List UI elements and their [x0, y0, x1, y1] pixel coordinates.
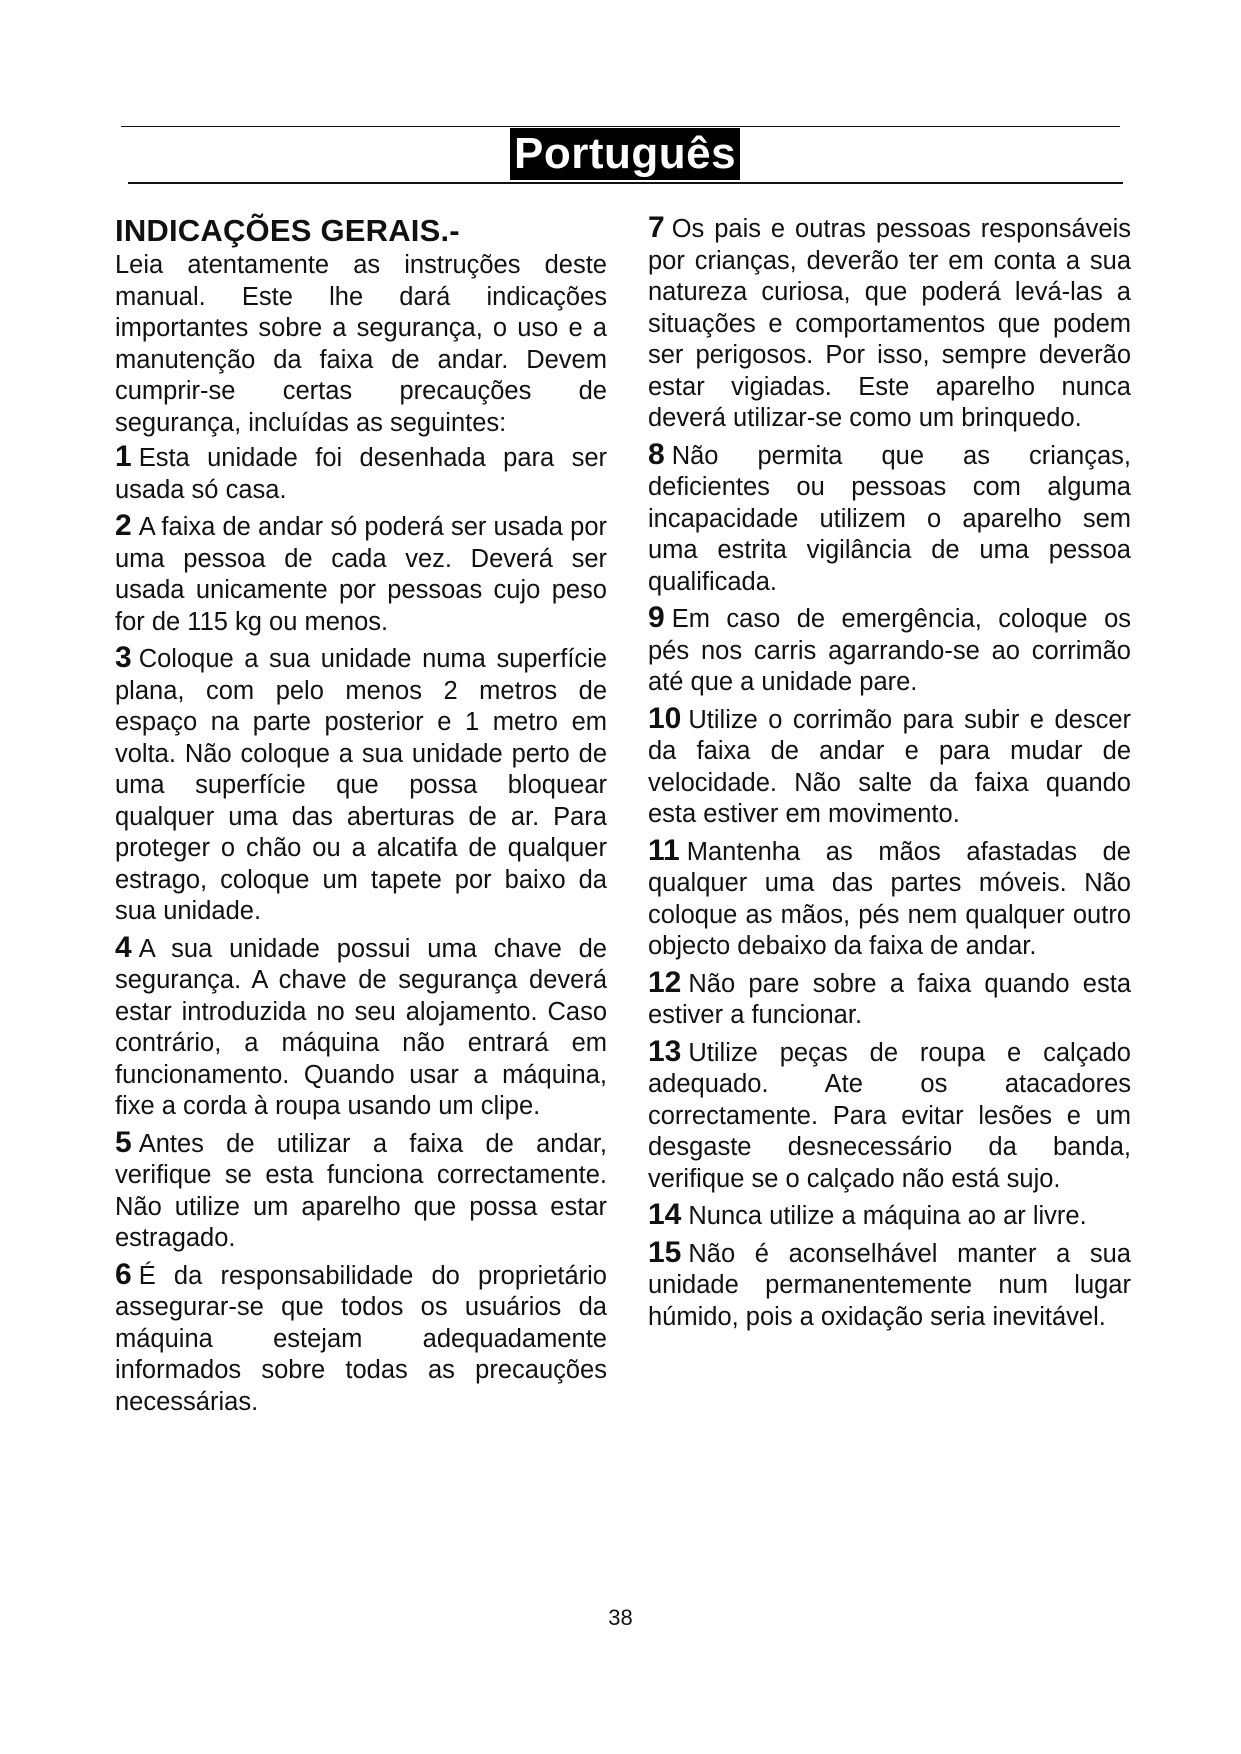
list-item [115, 642, 607, 928]
item-number: 4 [115, 930, 132, 964]
list-item [115, 1259, 607, 1419]
item-text: Os pais e outras pessoas responsáveis por crianças, deverão ter em conta a sua natureza curiosa, que poderá levá-las a situações e comportamentos que podem ser perigosos. Por isso, sempre deverão estar vigiadas. Este aparelho nunca deverá utilizar-se como um brinquedo. [648, 215, 1131, 432]
item-text: A faixa de andar só poderá ser usada por uma pessoa de cada vez. Deverá ser usada unicamente por pessoas cujo peso for de 115 kg ou menos. [115, 513, 607, 636]
item-text: A sua unidade possui uma chave de segurança. A chave de segurança deverá estar introduzida no seu alojamento. Caso contrário, a máquina não entrará em funcionamento. Quando usar a máquina, fixe a corda à roupa usando um clipe. [115, 934, 607, 1120]
list-item [648, 703, 1131, 831]
list-item [648, 1199, 1131, 1233]
item-text: Nunca utilize a máquina ao ar livre. [688, 1202, 1087, 1230]
list-item [648, 439, 1131, 599]
item-text: É da responsabilidade do proprietário assegurar-se que todos os usuários da máquina estejam adequadamente informados sobre todas as precauções necessárias. [115, 1261, 607, 1416]
item-text: Esta unidade foi desenhada para ser usada só casa. [115, 444, 607, 504]
item-number: 13 [648, 1034, 682, 1068]
item-text: Não permita que as crianças, deficientes ou pessoas com alguma incapacidade utilizem o aparelho sem uma estrita vigilância de uma pessoa qualificada. [648, 441, 1131, 596]
intro-paragraph: Leia atentamente as instruções deste manual. Este lhe dará indicações importantes sobre a segurança, o uso e a manutenção da faixa de andar. Devem cumprir-se certas precauções de segurança, incluídas as seguintes: [115, 251, 607, 437]
item-number: 8 [648, 437, 665, 471]
list-item [115, 932, 607, 1123]
item-text: Em caso de emergência, coloque os pés nos carris agarrando-se ao corrimão até que a unidade pare. [648, 605, 1131, 696]
page-number: 38 [608, 1605, 633, 1630]
list-item [115, 510, 607, 638]
item-number: 3 [115, 641, 132, 674]
item-text: Utilize o corrimão para subir e descer da faixa de andar e para mudar de velocidade. Não salte da faixa quando esta estiver em movimento. [648, 705, 1131, 828]
list-item [648, 212, 1131, 435]
language-title: Português [510, 128, 740, 180]
item-text: Antes de utilizar a faixa de andar, verifique se esta funciona correctamente. Não utilize um aparelho que possa estar estragado. [115, 1129, 607, 1252]
list-item [648, 1036, 1131, 1196]
left-column [115, 212, 607, 1422]
item-text: Coloque a sua unidade numa superfície plana, com pelo menos 2 metros de espaço na parte posterior e 1 metro em volta. Não coloque a sua unidade perto de uma superfície que possa bloquear qualquer uma das aberturas de ar. Para proteger o chão ou a alcatifa de qualquer estrago, coloque um tapete por baixo da sua unidade. [115, 645, 607, 925]
item-number: 6 [115, 1257, 132, 1291]
list-item [648, 835, 1131, 963]
section-heading: INDICAÇÕES GERAIS.- [115, 213, 460, 248]
header-rule-bottom [128, 182, 1123, 184]
item-number: 15 [648, 1235, 682, 1269]
list-item [115, 441, 607, 506]
item-text: Não é aconselhável manter a sua unidade permanentemente num lugar húmido, pois a oxidação seria inevitável. [648, 1239, 1131, 1331]
item-number: 11 [648, 833, 680, 867]
item-number: 14 [648, 1198, 682, 1231]
item-number: 9 [648, 601, 665, 634]
item-text: Utilize peças de roupa e calçado adequado. Ate os atacadores correctamente. Para evitar lesões e um desgaste desnecessário da banda, verifique se o calçado não está sujo. [648, 1038, 1131, 1193]
header-rule-top [121, 126, 1120, 127]
list-item [648, 602, 1131, 699]
item-number: 1 [115, 440, 132, 473]
item-number: 10 [648, 701, 682, 735]
item-text: Mantenha as mãos afastadas de qualquer uma das partes móveis. Não coloque as mãos, pés nem qualquer outro objecto debaixo da faixa de andar. [648, 837, 1131, 960]
item-text: Não pare sobre a faixa quando esta estiver a funcionar. [648, 969, 1131, 1029]
list-item [648, 967, 1131, 1032]
item-number: 12 [648, 965, 682, 999]
item-number: 2 [115, 509, 132, 542]
right-column [648, 212, 1131, 1337]
list-item [115, 1127, 607, 1255]
item-number: 7 [648, 211, 665, 244]
list-item [648, 1237, 1131, 1334]
item-number: 5 [115, 1125, 132, 1159]
